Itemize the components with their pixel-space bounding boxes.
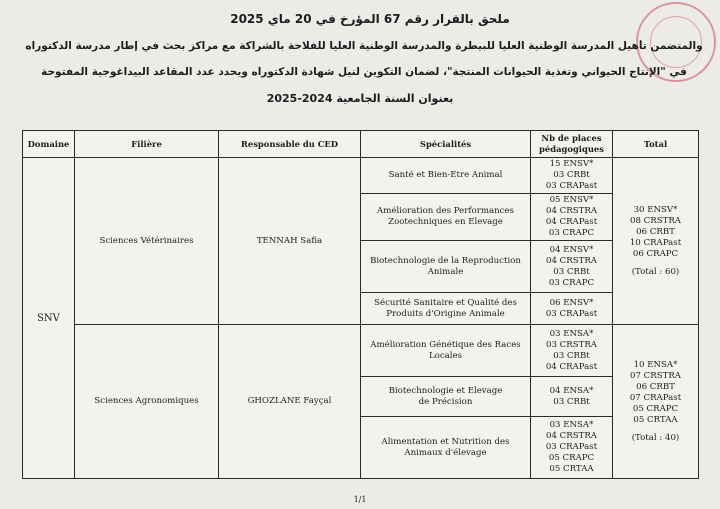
total-breakdown: 30 ENSV* 08 CRSTRA 06 CRBT 10 CRAPast 06 CRAPC (629, 204, 682, 259)
places-cell: 06 ENSV* 03 CRAPast (531, 293, 613, 325)
header-specialites: Spécialités (361, 131, 531, 158)
page-number: 1/1 (353, 495, 367, 504)
filiere-cell: Sciences Vétérinaires (75, 158, 219, 325)
document-header (0, 0, 720, 120)
specialite-cell: Alimentation et Nutrition des Animaux d'élevage (361, 417, 531, 479)
specialite-cell: Biotechnologie et Elevage de Précision (361, 377, 531, 417)
total-cell (613, 325, 699, 479)
total-value: (Total : 60) (631, 266, 680, 277)
specialite-cell: Santé et Bien-Etre Animal (361, 158, 531, 194)
total-value: (Total : 40) (631, 432, 680, 443)
header-line-3: في "الإنتاج الحيواني وتغذية الحيوانات المنتجة"، لضمان التكوين لنيل شهادة الدكتوراه ويحدد عدد المقاعد البيداغوجية المفتوحة (41, 66, 687, 78)
places-cell: 04 ENSA* 03 CRBt (531, 377, 613, 417)
table-header-row (23, 131, 699, 158)
decree-reference: ملحق بالقرار رقم 67 المؤرخ في 20 ماي 2025 (230, 12, 510, 26)
header-domaine: Domaine (23, 131, 75, 158)
academic-year: بعنوان السنة الجامعية 2024-2025 (266, 92, 454, 105)
total-cell (613, 158, 699, 325)
places-cell: 05 ENSV* 04 CRSTRA 04 CRAPast 03 CRAPC (531, 194, 613, 241)
seats-table (22, 130, 699, 479)
places-cell: 03 ENSA* 03 CRSTRA 03 CRBt 04 CRAPast (531, 325, 613, 377)
places-cell: 15 ENSV* 03 CRBt 03 CRAPast (531, 158, 613, 194)
specialite-cell: Amélioration Génétique des Races Locales (361, 325, 531, 377)
total-breakdown: 10 ENSA* 07 CRSTRA 06 CRBT 07 CRAPast 05 CRAPC 05 CRTAA (629, 359, 682, 425)
responsable-cell: TENNAH Safia (219, 158, 361, 325)
specialite-cell: Sécurité Sanitaire et Qualité des Produits d'Origine Animale (361, 293, 531, 325)
specialite-cell: Amélioration des Performances Zootechniques en Elevage (361, 194, 531, 241)
specialite-cell: Biotechnologie de la Reproduction Animale (361, 241, 531, 293)
places-cell: 04 ENSV* 04 CRSTRA 03 CRBt 03 CRAPC (531, 241, 613, 293)
places-cell: 03 ENSA* 04 CRSTRA 03 CRAPast 05 CRAPC 05 CRTAA (531, 417, 613, 479)
header-places: Nb de places pédagogiques (531, 131, 613, 158)
filiere-cell: Sciences Agronomiques (75, 325, 219, 479)
header-total: Total (613, 131, 699, 158)
table-row (23, 158, 699, 194)
header-filiere: Filière (75, 131, 219, 158)
header-responsable: Responsable du CED (219, 131, 361, 158)
header-line-2: والمتضمن تأهيل المدرسة الوطنية العليا للبيطرة والمدرسة الوطنية العليا للفلاحة بالشراكة مع مراكز بحث في إطار مدرسة الدكتوراه (25, 40, 703, 52)
domaine-cell: SNV (23, 158, 75, 479)
responsable-cell: GHOZLANE Fayçal (219, 325, 361, 479)
table-row (23, 325, 699, 377)
